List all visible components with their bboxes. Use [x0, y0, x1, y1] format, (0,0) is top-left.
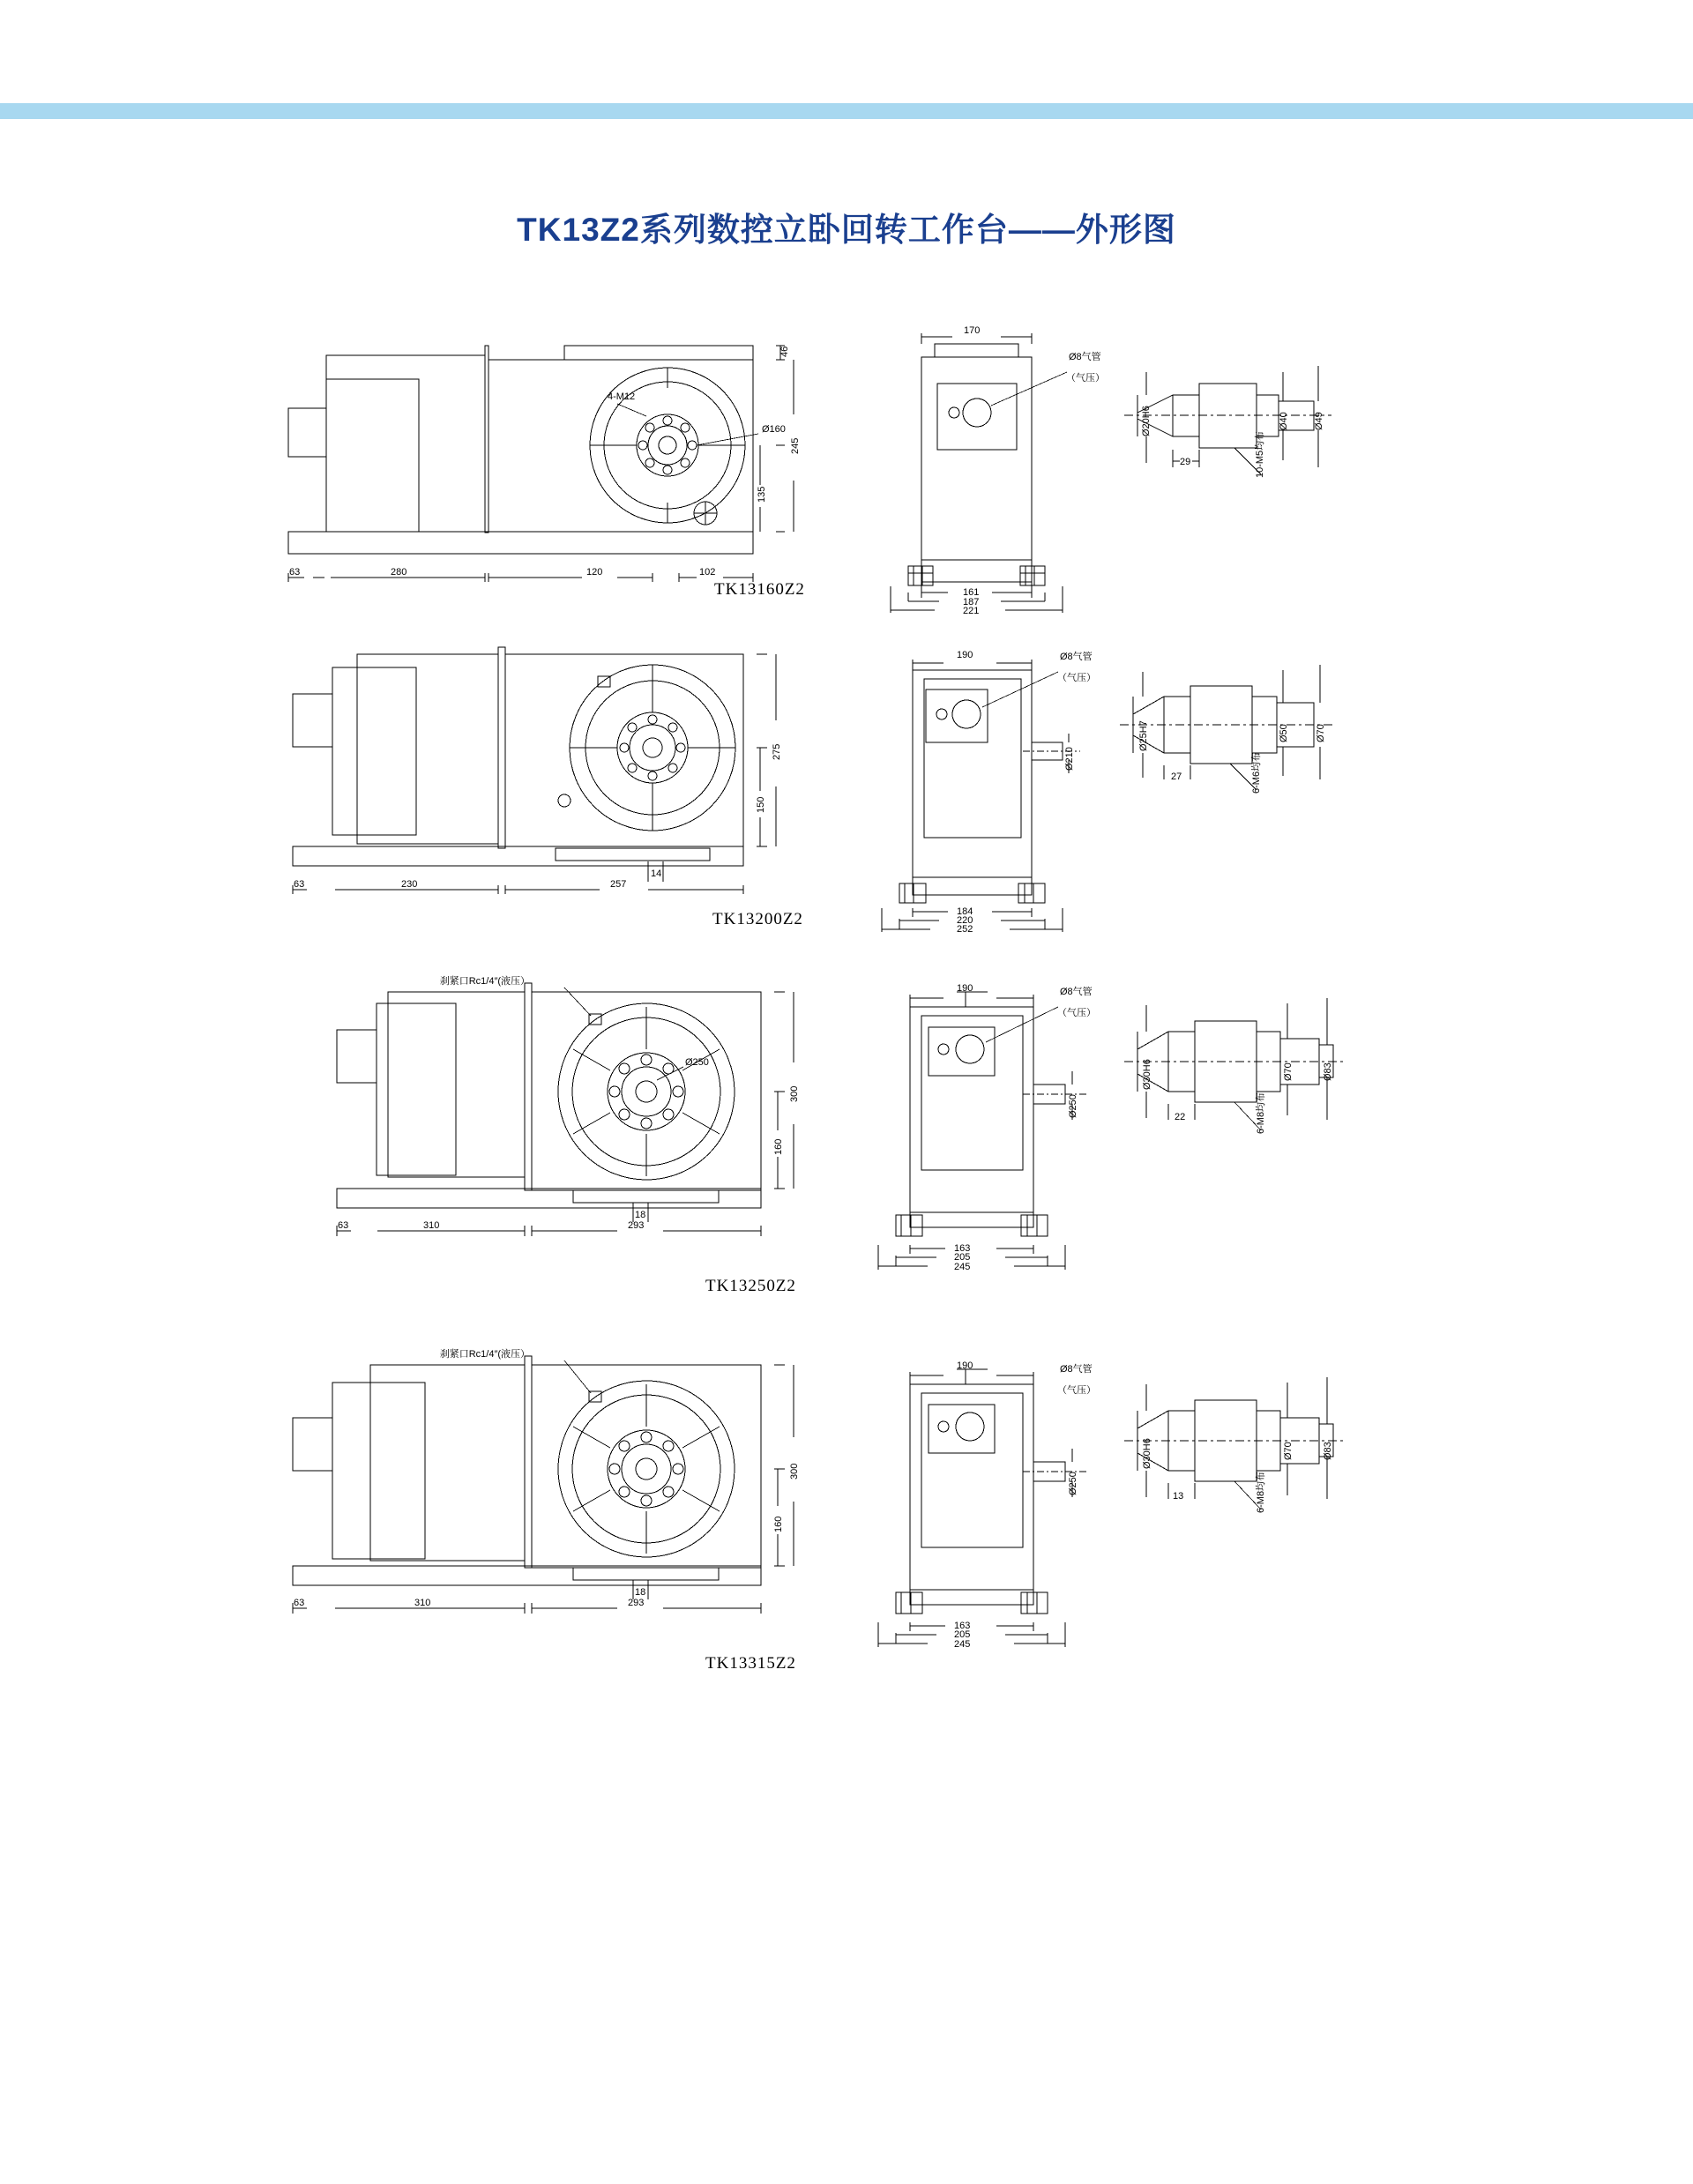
shaft-dim-dia25h7: Ø25H7 — [1138, 720, 1149, 751]
dim-161: 161 — [963, 587, 980, 598]
dim-120: 120 — [586, 567, 603, 578]
shaft-dim-22: 22 — [1175, 1112, 1186, 1122]
note-air-pressure: （气压） — [1057, 1008, 1096, 1018]
figure-caption-tk13250z2: TK13250Z2 — [705, 1277, 796, 1295]
figure-tk13250z2 — [0, 961, 1693, 1305]
dim-220: 220 — [957, 915, 973, 926]
dim-300: 300 — [789, 1463, 800, 1480]
shaft-note-6m8: 6-M8均布 — [1256, 1092, 1266, 1134]
shaft-note-6m8: 6-M8均布 — [1256, 1471, 1266, 1513]
figure-caption-tk13315z2: TK13315Z2 — [705, 1654, 796, 1673]
dim-310: 310 — [423, 1220, 440, 1231]
technical-drawings-container — [0, 317, 1693, 1682]
dim-245: 245 — [790, 437, 801, 454]
dim-18: 18 — [635, 1210, 646, 1220]
dim-205: 205 — [954, 1629, 971, 1640]
dim-245: 245 — [954, 1262, 971, 1272]
dim-102: 102 — [699, 567, 716, 578]
dim-293: 293 — [628, 1598, 645, 1608]
figure-tk13160z2 — [0, 317, 1693, 616]
note-brake-port: 刹紧口Rc1/4″(液压） — [439, 1349, 530, 1360]
dim-46: 46 — [779, 346, 790, 357]
shaft-dim-dia70: Ø70 — [1316, 724, 1326, 742]
dim-280: 280 — [391, 567, 407, 578]
dim-18: 18 — [635, 1587, 646, 1598]
dim-190: 190 — [957, 1360, 973, 1371]
figure-tk13200z2 — [0, 628, 1693, 936]
dim-205: 205 — [954, 1252, 971, 1263]
label-dia160: Ø160 — [762, 424, 786, 435]
side-dim-dia250: Ø250 — [1068, 1472, 1078, 1495]
dim-135: 135 — [757, 486, 767, 503]
shaft-note-10m5: 10-M5均布 — [1255, 430, 1265, 478]
dim-63: 63 — [338, 1220, 349, 1231]
dim-14: 14 — [651, 868, 662, 879]
shaft-dim-29: 29 — [1180, 457, 1191, 467]
dim-163: 163 — [954, 1243, 971, 1254]
page-title: TK13Z2系列数控立卧回转工作台——外形图 — [517, 212, 1176, 248]
shaft-dim-27: 27 — [1171, 771, 1182, 782]
dim-187: 187 — [963, 597, 980, 607]
figure-caption-tk13200z2: TK13200Z2 — [712, 910, 803, 928]
dim-300: 300 — [789, 1085, 800, 1102]
dim-293: 293 — [628, 1220, 645, 1231]
shaft-dim-dia50: Ø50 — [1279, 724, 1289, 742]
dim-230: 230 — [401, 879, 418, 890]
dim-160: 160 — [773, 1516, 784, 1532]
shaft-dim-dia40: Ø40 — [1279, 412, 1289, 430]
drawing-tk13250z2 — [0, 961, 1693, 1305]
shaft-dim-dia70: Ø70 — [1283, 1442, 1294, 1460]
shaft-dim-13: 13 — [1173, 1491, 1184, 1502]
note-brake-port: 刹紧口Rc1/4″(液压） — [439, 976, 530, 987]
dim-163: 163 — [954, 1621, 971, 1631]
dim-257: 257 — [610, 879, 627, 890]
shaft-dim-dia30h6: Ø30H6 — [1142, 1059, 1152, 1090]
note-air-pipe: Ø8气管 — [1060, 652, 1093, 662]
shaft-dim-dia30h6: Ø30H6 — [1142, 1438, 1152, 1469]
dim-245: 245 — [954, 1639, 971, 1650]
note-air-pipe: Ø8气管 — [1069, 352, 1101, 362]
shaft-dim-dia83: Ø83 — [1323, 1442, 1333, 1460]
drawing-tk13160z2 — [0, 317, 1693, 616]
page-top-band — [0, 0, 1693, 119]
drawing-tk13200z2 — [0, 628, 1693, 936]
note-air-pressure: （气压） — [1066, 373, 1105, 384]
side-dim-dia250: Ø250 — [1068, 1094, 1078, 1118]
note-air-pressure: （气压） — [1057, 1385, 1096, 1396]
note-air-pressure: （气压） — [1057, 673, 1096, 683]
dim-150: 150 — [756, 796, 766, 813]
front-dim-dia250: Ø250 — [685, 1057, 709, 1068]
dim-190: 190 — [957, 650, 973, 660]
dim-190: 190 — [957, 983, 973, 994]
shaft-dim-dia83: Ø83 — [1323, 1062, 1333, 1081]
header-accent-bar — [0, 103, 1693, 119]
drawing-tk13315z2 — [0, 1330, 1693, 1682]
side-dim-dia210: Ø210 — [1064, 747, 1075, 771]
dim-184: 184 — [957, 906, 973, 917]
figure-caption-tk13160z2: TK13160Z2 — [714, 580, 805, 599]
shaft-dim-dia49: Ø49 — [1314, 412, 1324, 430]
dim-63: 63 — [289, 567, 301, 578]
dim-63: 63 — [294, 1598, 305, 1608]
shaft-note-6m6: 6-M6均布 — [1251, 751, 1262, 794]
shaft-dim-dia20h6: Ø20H6 — [1141, 406, 1152, 436]
note-air-pipe: Ø8气管 — [1060, 1364, 1093, 1375]
figure-tk13315z2 — [0, 1330, 1693, 1682]
dim-221: 221 — [963, 606, 980, 616]
dim-170: 170 — [964, 325, 981, 336]
dim-160: 160 — [773, 1138, 784, 1155]
dim-275: 275 — [772, 743, 782, 760]
dim-252: 252 — [957, 924, 973, 935]
dim-63: 63 — [294, 879, 305, 890]
dim-310: 310 — [414, 1598, 431, 1608]
label-bolt-4m12: 4-M12 — [608, 391, 636, 402]
note-air-pipe: Ø8气管 — [1060, 987, 1093, 997]
shaft-dim-dia70: Ø70 — [1283, 1062, 1294, 1081]
